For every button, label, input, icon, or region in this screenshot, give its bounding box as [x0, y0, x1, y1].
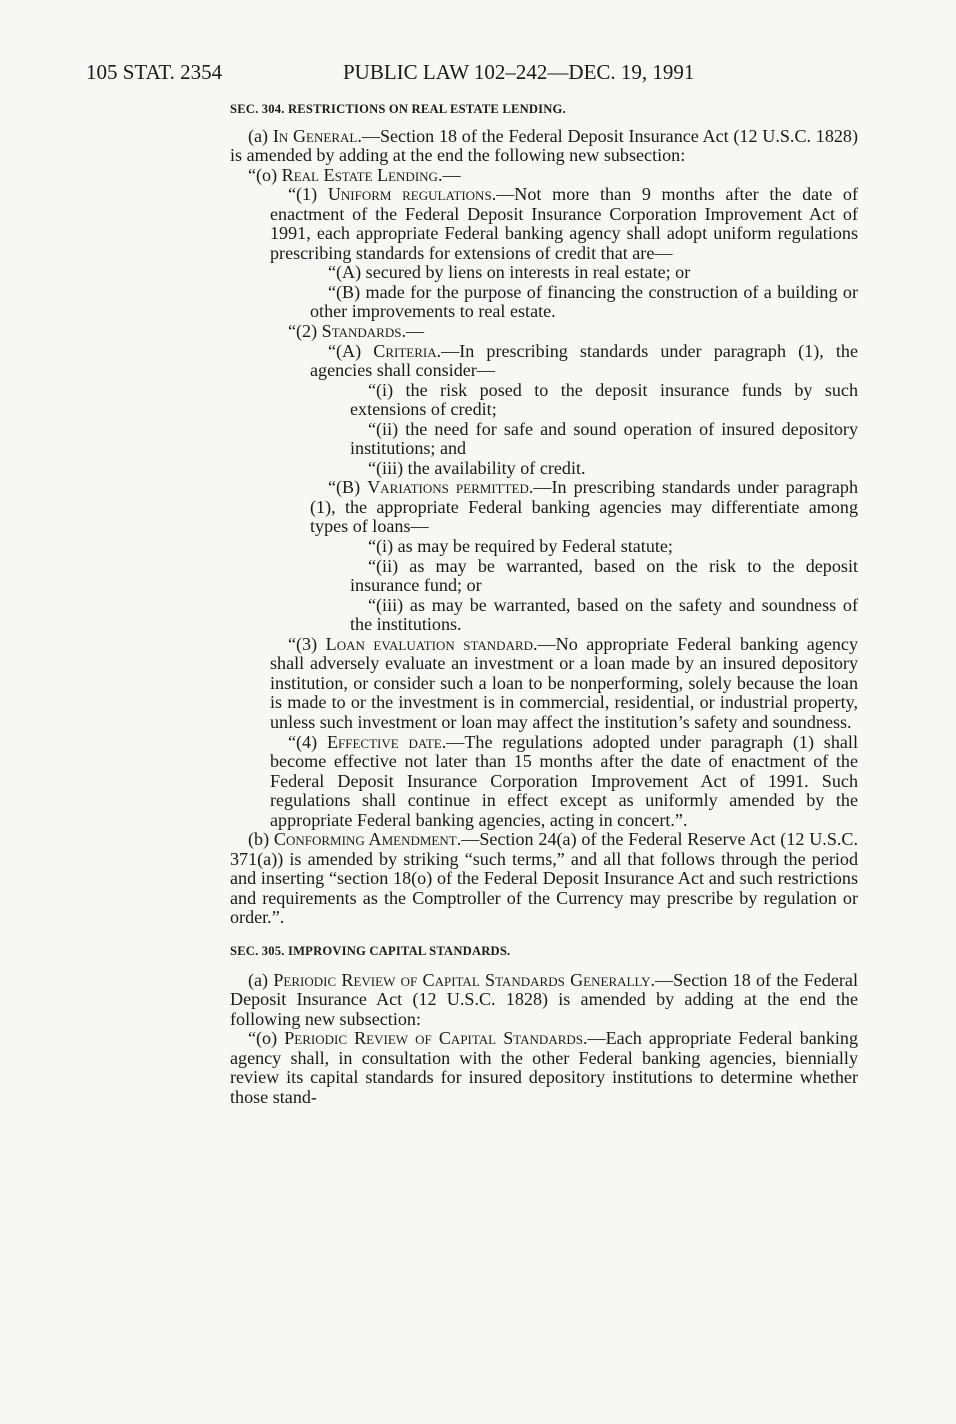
running-head [86, 60, 846, 86]
sec305-a-text: .—Section 18 of the Federal Deposit Insurance Act (12 U.S.C. 1828) is amended by adding at the end the following new subsection: [230, 969, 858, 1029]
clause-2B-iii: “(iii) as may be warranted, based on the safety and soundness of the institutions. [350, 594, 858, 635]
sec305-o-text: .—Each appropriate Federal banking agency shall, in consultation with the other Federal banking agencies, biennially review its capital standards for insured depository institutions to determine whether those stand- [230, 1028, 859, 1107]
subparagraph-2A-criteria [230, 342, 858, 381]
stat-page-number: 105 STAT. 2354 [86, 60, 223, 84]
p2-title: Standards [321, 321, 402, 342]
paragraph-4-effective-date [230, 733, 858, 831]
p1-title: Uniform regulations [327, 184, 492, 205]
sec305-o-title: Periodic Review of Capital Standards [284, 1028, 584, 1049]
o-title: Real Estate Lending [281, 164, 438, 185]
sec305-subsection-a [230, 971, 858, 1030]
sec305-subsection-o [230, 1029, 858, 1107]
paragraph-3-loan-evaluation [230, 635, 858, 733]
clause-2B-i: “(i) as may be required by Federal statute; [368, 536, 673, 557]
p1-text: .—Not more than 9 months after the date of enactment of the Federal Deposit Insurance Corporation Improvement Act of 1991, each appropriate Federal banking agency shall adopt uniform regulations prescribing standards for extensions of credit that are— [270, 184, 858, 263]
sec304-subsection-a [230, 127, 858, 166]
sec305-a-label: (a) [248, 969, 274, 990]
o-text: .— [437, 164, 461, 185]
clause-2A-ii: “(ii) the need for safe and sound operation of insured depository institutions; and [350, 418, 858, 459]
sec305-o-label: “(o) [248, 1028, 285, 1049]
sec304-subsection-b [230, 830, 858, 928]
section-304-heading: SEC. 304. RESTRICTIONS ON REAL ESTATE LENDING. [230, 102, 566, 116]
p2-text: .— [401, 321, 425, 342]
p2B-text: .—In prescribing standards under paragraph (1), the appropriate Federal banking agencies may differentiate among types of loans— [310, 477, 858, 537]
sec304-a-text: .—Section 18 of the Federal Deposit Insurance Act (12 U.S.C. 1828) is amended by adding at the end the following new subsection: [230, 125, 858, 166]
body-text [230, 100, 858, 1107]
sec304-b-text: .—Section 24(a) of the Federal Reserve Act (12 U.S.C. 371(a)) is amended by striking “such terms,” and all that follows through the period and inserting “section 18(o) of the Federal Deposit Insurance Act and such restrictions and requirements as the Comptroller of the Currency may prescribe by regulation or order.”. [230, 829, 859, 928]
sec304-b-label: (b) [248, 829, 274, 850]
p2A-text: .—In prescribing standards under paragraph (1), the agencies shall consider— [310, 340, 858, 381]
subsection-o-real-estate-lending [230, 166, 858, 186]
p2B-title: Variations permitted [367, 477, 529, 498]
subparagraph-1B: “(B) made for the purpose of financing the construction of a building or other improvements to real estate. [310, 281, 858, 322]
public-law-citation: PUBLIC LAW 102–242—DEC. 19, 1991 [343, 60, 695, 84]
p1-label: “(1) [288, 184, 328, 205]
sec304-a-title: In General [272, 125, 358, 146]
p2A-title: Criteria [373, 340, 437, 361]
p4-title: Effective date [326, 731, 442, 752]
p3-label: “(3) [288, 633, 326, 654]
sec304-b-title: Conforming Amendment [273, 829, 457, 850]
p3-title: Loan evaluation standard [325, 633, 534, 654]
section-305-heading: SEC. 305. IMPROVING CAPITAL STANDARDS. [230, 943, 511, 958]
p2A-label: “(A) [328, 340, 374, 361]
p4-label: “(4) [288, 731, 327, 752]
clause-2A-i: “(i) the risk posed to the deposit insurance funds by such extensions of credit; [350, 379, 858, 420]
sec305-a-title: Periodic Review of Capital Standards Generally [273, 969, 651, 990]
sec304-a-label: (a) [248, 125, 273, 146]
p2B-label: “(B) [328, 477, 368, 498]
clause-2B-ii: “(ii) as may be warranted, based on the risk to the deposit insurance fund; or [350, 555, 858, 596]
p3-text: .—No appropriate Federal banking agency shall adversely evaluate an investment or a loan made by an insured depository institution, or consider such a loan to be nonperforming, solely because the loan is made to or the investment is in commercial, residential, or industrial property, unless such investment or loan may affect the institution’s safety and soundness. [270, 633, 859, 732]
o-label: “(o) [248, 164, 282, 185]
paragraph-2-standards [230, 322, 858, 342]
subparagraph-2B-variations [230, 478, 858, 537]
p2-label: “(2) [288, 321, 322, 342]
p4-text: .—The regulations adopted under paragraph (1) shall become effective not later than 15 months after the date of enactment of the Federal Deposit Insurance Corporation Improvement Act of 1991. Such regulations shall continue in effect except as uniformly amended by the appropriate Federal banking agencies, acting in concert.”. [270, 731, 858, 830]
subparagraph-1A: “(A) secured by liens on interests in real estate; or [328, 262, 691, 283]
paragraph-1-uniform-regulations [230, 185, 858, 263]
clause-2A-iii: “(iii) the availability of credit. [368, 457, 586, 478]
